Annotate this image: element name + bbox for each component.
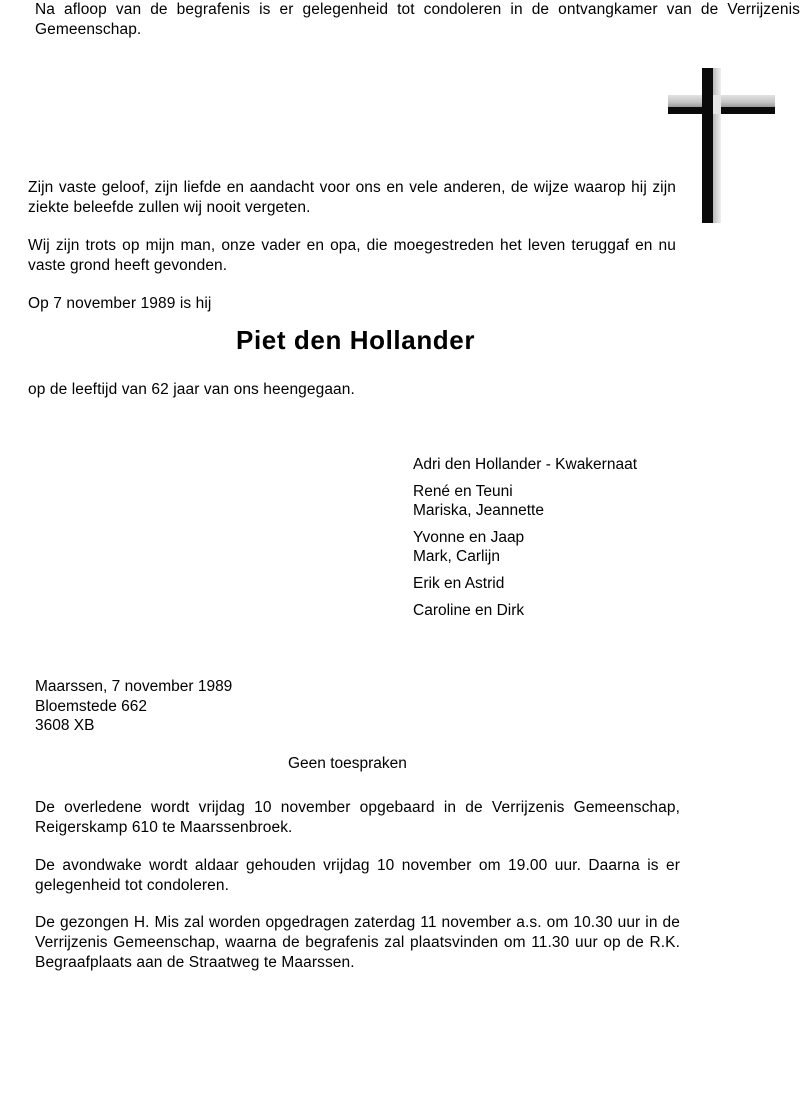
paragraph-proud: Wij zijn trots op mijn man, onze vader en opa, die moegestreden het leven teruggaf en nu vaste grond heeft gevonden. [28,237,676,274]
age-line: op de leeftijd van 62 jaar van ons heengegaan. [28,381,355,398]
address-postcode: 3608 XB [35,717,95,734]
survivor-name: Yvonne en Jaap [413,529,525,546]
latin-cross-icon [660,60,785,235]
deceased-name: Piet den Hollander [236,325,476,355]
cross-joint-shadow [702,95,713,114]
scan-speckle [0,6,26,7]
survivor-name: Mark, Carlijn [413,548,500,565]
scan-speckle [0,9,3,11]
cross-joint-highlight [713,95,721,114]
address-city-date: Maarssen, 7 november 1989 [35,678,233,695]
cross-vertical-shadow [702,68,713,223]
survivor-group [413,482,733,520]
paragraph-faith: Zijn vaste geloof, zijn liefde en aandacht voor ons en vele anderen, de wijze waarop hij zijn ziekte beleefde zullen wij nooit vergeten. [28,179,676,216]
survivor-group [413,528,733,566]
survivors-list [413,455,733,620]
paragraph-vigil: De avondwake wordt aldaar gehouden vrijdag 10 november om 19.00 uur. Daarna is er gelegenheid tot condoleren. [35,857,680,894]
survivor-name: Adri den Hollander - Kwakernaat [413,456,638,473]
cross-horizontal-highlight [668,95,775,107]
survivor-group [413,455,733,474]
address-block [35,677,232,736]
survivor-name: René en Teuni [413,483,513,500]
address-street: Bloemstede 662 [35,697,148,715]
no-speeches-notice: Geen toespraken [288,755,407,772]
cross-horizontal-shadow [668,107,775,114]
date-of-death-line: Op 7 november 1989 is hij [28,295,212,312]
survivor-group [413,601,733,620]
paragraph-mass: De gezongen H. Mis zal worden opgedragen zaterdag 11 november a.s. om 10.30 uur in de Verrijzenis Gemeenschap, waarna de begrafenis zal plaatsvinden om 11.30 uur op de R.K. Begraafplaats aan de Straatweg te Maarssen. [35,914,680,971]
cross-vertical-highlight [713,68,721,223]
paragraph-laid-out: De overledene wordt vrijdag 10 november opgebaard in de Verrijzenis Gemeenschap, Reigerskamp 610 te Maarssenbroek. [35,799,680,836]
survivor-name: Mariska, Jeannette [413,502,544,519]
survivor-name: Erik en Astrid [413,575,505,592]
survivor-name: Caroline en Dirk [413,602,525,619]
paragraph-reception: Na afloop van de begrafenis is er gelegenheid tot condoleren in de ontvangkamer van de Verrijzenis Gemeenschap. [35,1,800,38]
survivor-group [413,574,733,593]
